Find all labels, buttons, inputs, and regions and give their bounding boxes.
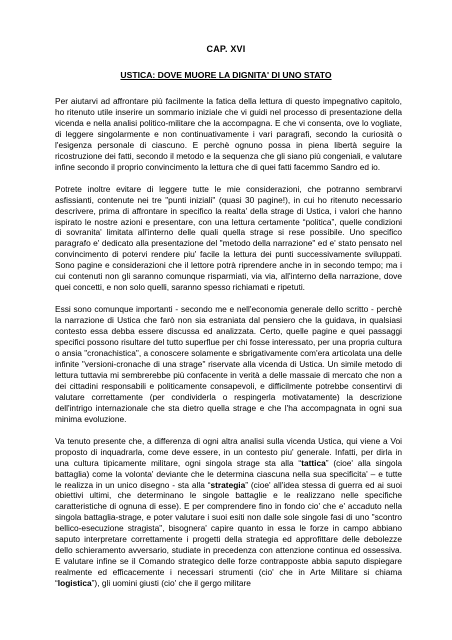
paragraph — [55, 436, 402, 589]
text-segment: ” (cioe' all'idea stessa di guerra ed ai suoi obiettivi ultimi, che determinano le singole battaglie e le realizzano nelle specifiche caratteristiche di ognuna di esse). E per comprendere fino in fondo cio' che e' accaduto nella singola battaglia-strage, e poter valutare i suoi esiti non dalle sole singole fasi di uno "scontro bellico-esecuzione stragista", bisognera' capire quanto in essa le forze in campo abbiano saputo interpretare correttamente i progetti della strategia ed approfittare delle debolezze dello schieramento avversario, studiate in precedenza con attenzione continua ed ossessiva. E valutare infine se il Comando strategico delle forze contrapposte abbia saputo dispiegare realmente ed efficacemente i necessari strumenti (cio' che in Arte Militare si chiama “ — [55, 479, 403, 589]
chapter-heading: CAP. XVI — [206, 44, 246, 54]
bold-term-strategia: strategia — [210, 479, 246, 490]
paragraph: Per aiutarvi ad affrontare più facilmente la fatica della lettura di questo impegnativo capitolo, ho ritenuto utile inserire un sommario iniziale che vi guidi nel processo di presentazione della vicenda e nella analisi politico-militare che la accompagna. E che vi consenta, ove lo vogliate, di leggere singolarmente e non continuativamente i vari paragrafi, secondo la curiosità o l'esigenza personale di ciascuno. E perchè ognuno possa in piena libertà seguire la ricostruzione dei fatti, secondo il metodo e la sequenza che gli siano più congeniali, e valutare infine secondo il proprio convincimento la lettura che di quei fatti facemmo Sandro ed io. — [55, 96, 402, 172]
paragraph: Essi sono comunque importanti - secondo me e nell'economia generale dello scritto - perchè la narrazione di Ustica che farò non sia estraniata dal pensiero che la guidava, in qualsiasi contesto essa debba essere discussa ed analizzata. Certo, quelle pagine e quei passaggi specifici possono risultare del tutto superflue per chi fosse interessato, per una propria cultura o ansia "cronachistica", a conoscere solamente e sbrigativamente com'era articolata una delle infinite "versioni-cronache di una strage" riservate alla vicenda di Ustica. Un simile metodo di lettura tuttavia mi sembrerebbe più confacente in verità a delle massaie di mercato che non a dei cittadini responsabili e politicamente consapevoli, e difficilmente potrebbe consentirvi di valutare correttamente (per condividerla o respingerla motivatamente) la descrizione dell'intrigo internazionale che sta dietro quella strage e che l'ha accompagnata in ogni sua minima evoluzione. — [55, 304, 403, 424]
text-segment: ” (cioe' alla singola battaglia) come la volonta' deviante che le determina ciascuna nella sua specificita' – e tutte le realizza in un unico disegno - sta alla “ — [55, 457, 402, 490]
bold-term-tattica: tattica — [301, 457, 326, 468]
text-segment: Va tenuto presente che, a differenza di ogni altra analisi sulla vicenda Ustica, qui viene a Voi proposto di inquadrarla, come deve essere, in un contesto piu' generale. Infatti, per dirla in una cultura tipicamente militare, ogni singola strage sta alla “ — [55, 435, 402, 468]
chapter-title: USTICA: DOVE MUORE LA DIGNITA' DI UNO STATO — [120, 70, 332, 80]
text-segment: ”), gli uomini giusti (cio' che il gergo militare — [91, 578, 251, 589]
paragraph: Potrete inoltre evitare di leggere tutte le mie considerazioni, che potranno sembrarvi asfissianti, contenute nei tre "punti iniziali" (quasi 30 pagine!), in cui ho ritenuto necessario descrivere, prima di affrontare in specifico la realta' della strage di Ustica, i valori che hanno ispirato le nostre azioni e presentare, con una lettura certamente “politica”, quelle condizioni di sovranita' limitata all'interno delle quali quella strage si rese possibile. Uno specifico paragrafo e' dedicato alla presentazione del "metodo della narrazione" ed e' stato pensato nel convincimento di potervi rendere piu' facile la lettura dei punti successivamente sviluppati. Sono pagine e considerazioni che il lettore potrà riprendere anche in in secondo tempo; ma i cui contenuti non gli saranno comunque risparmiati, via via, all'interno della narrazione, dove quei concetti, e non solo quelli, saranno spesso richiamati e ripetuti. — [55, 183, 402, 293]
body-text — [55, 96, 402, 600]
bold-term-logistica: logistica — [57, 578, 92, 589]
